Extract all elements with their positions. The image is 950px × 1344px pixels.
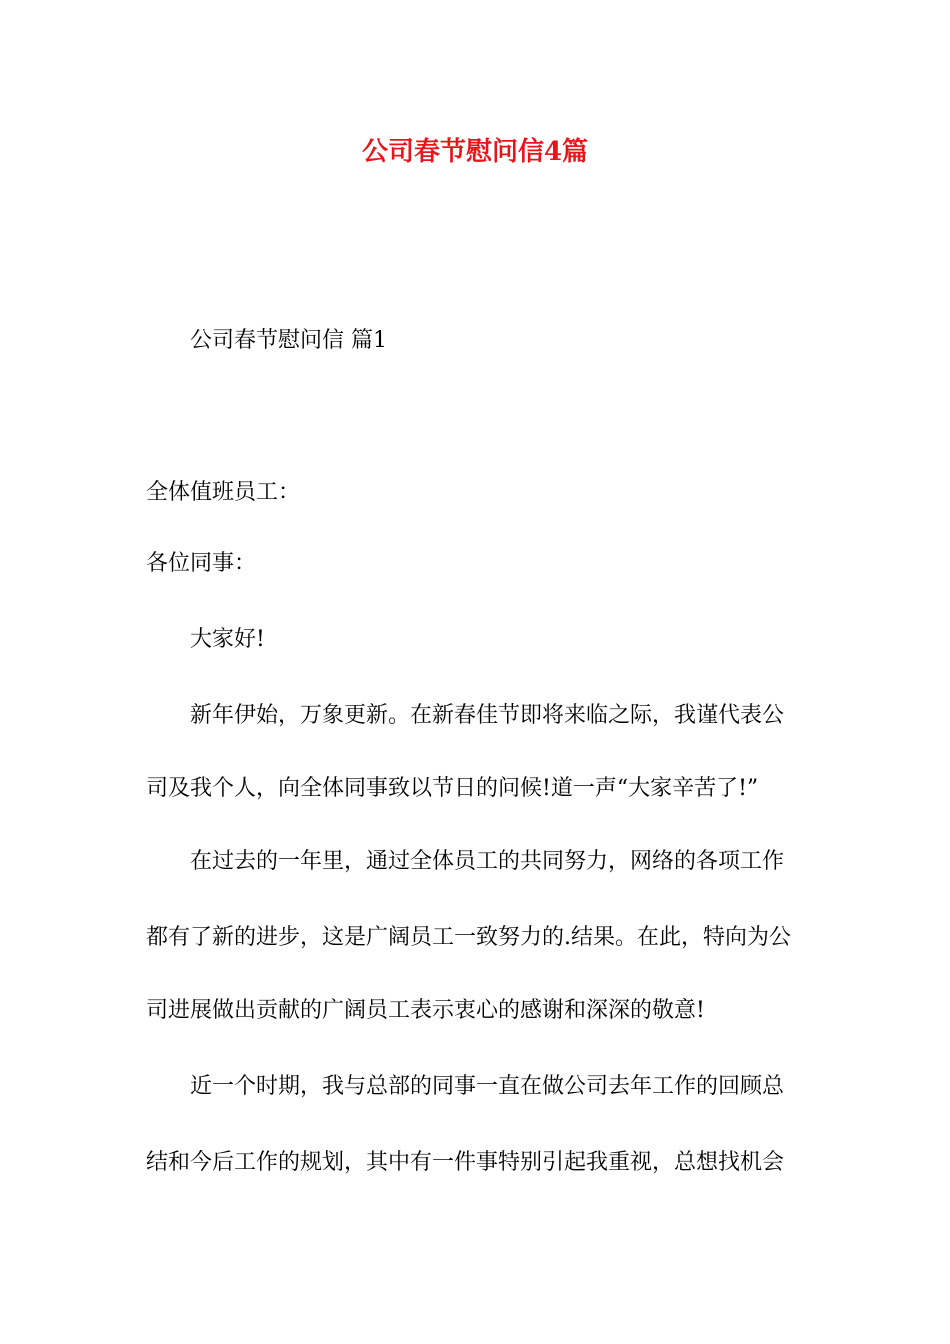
salutation-line: 各位同事： bbox=[146, 551, 257, 576]
section-heading: 公司春节慰问信 篇1 bbox=[190, 328, 387, 353]
paragraph-line: 结和今后工作的规划，其中有一件事特别引起我重视，总想找机会 bbox=[146, 1150, 785, 1175]
paragraph-line: 新年伊始，万象更新。在新春佳节即将来临之际，我谨代表公 bbox=[190, 703, 785, 728]
document-title: 公司春节慰问信4篇 bbox=[361, 137, 589, 167]
paragraph-line: 司进展做出贡献的广阔员工表示衷心的感谢和深深的敬意! bbox=[146, 998, 705, 1023]
paragraph-line: 在过去的一年里，通过全体员工的共同努力，网络的各项工作 bbox=[190, 849, 785, 874]
paragraph-line: 都有了新的进步，这是广阔员工一致努力的.结果。在此，特向为公 bbox=[146, 925, 791, 950]
salutation-line: 全体值班员工： bbox=[146, 480, 301, 505]
paragraph-line: 近一个时期，我与总部的同事一直在做公司去年工作的回顾总 bbox=[190, 1074, 785, 1099]
paragraph-line: 司及我个人，向全体同事致以节日的问候!道一声“大家辛苦了!” bbox=[146, 776, 759, 801]
greeting-line: 大家好! bbox=[190, 627, 265, 652]
